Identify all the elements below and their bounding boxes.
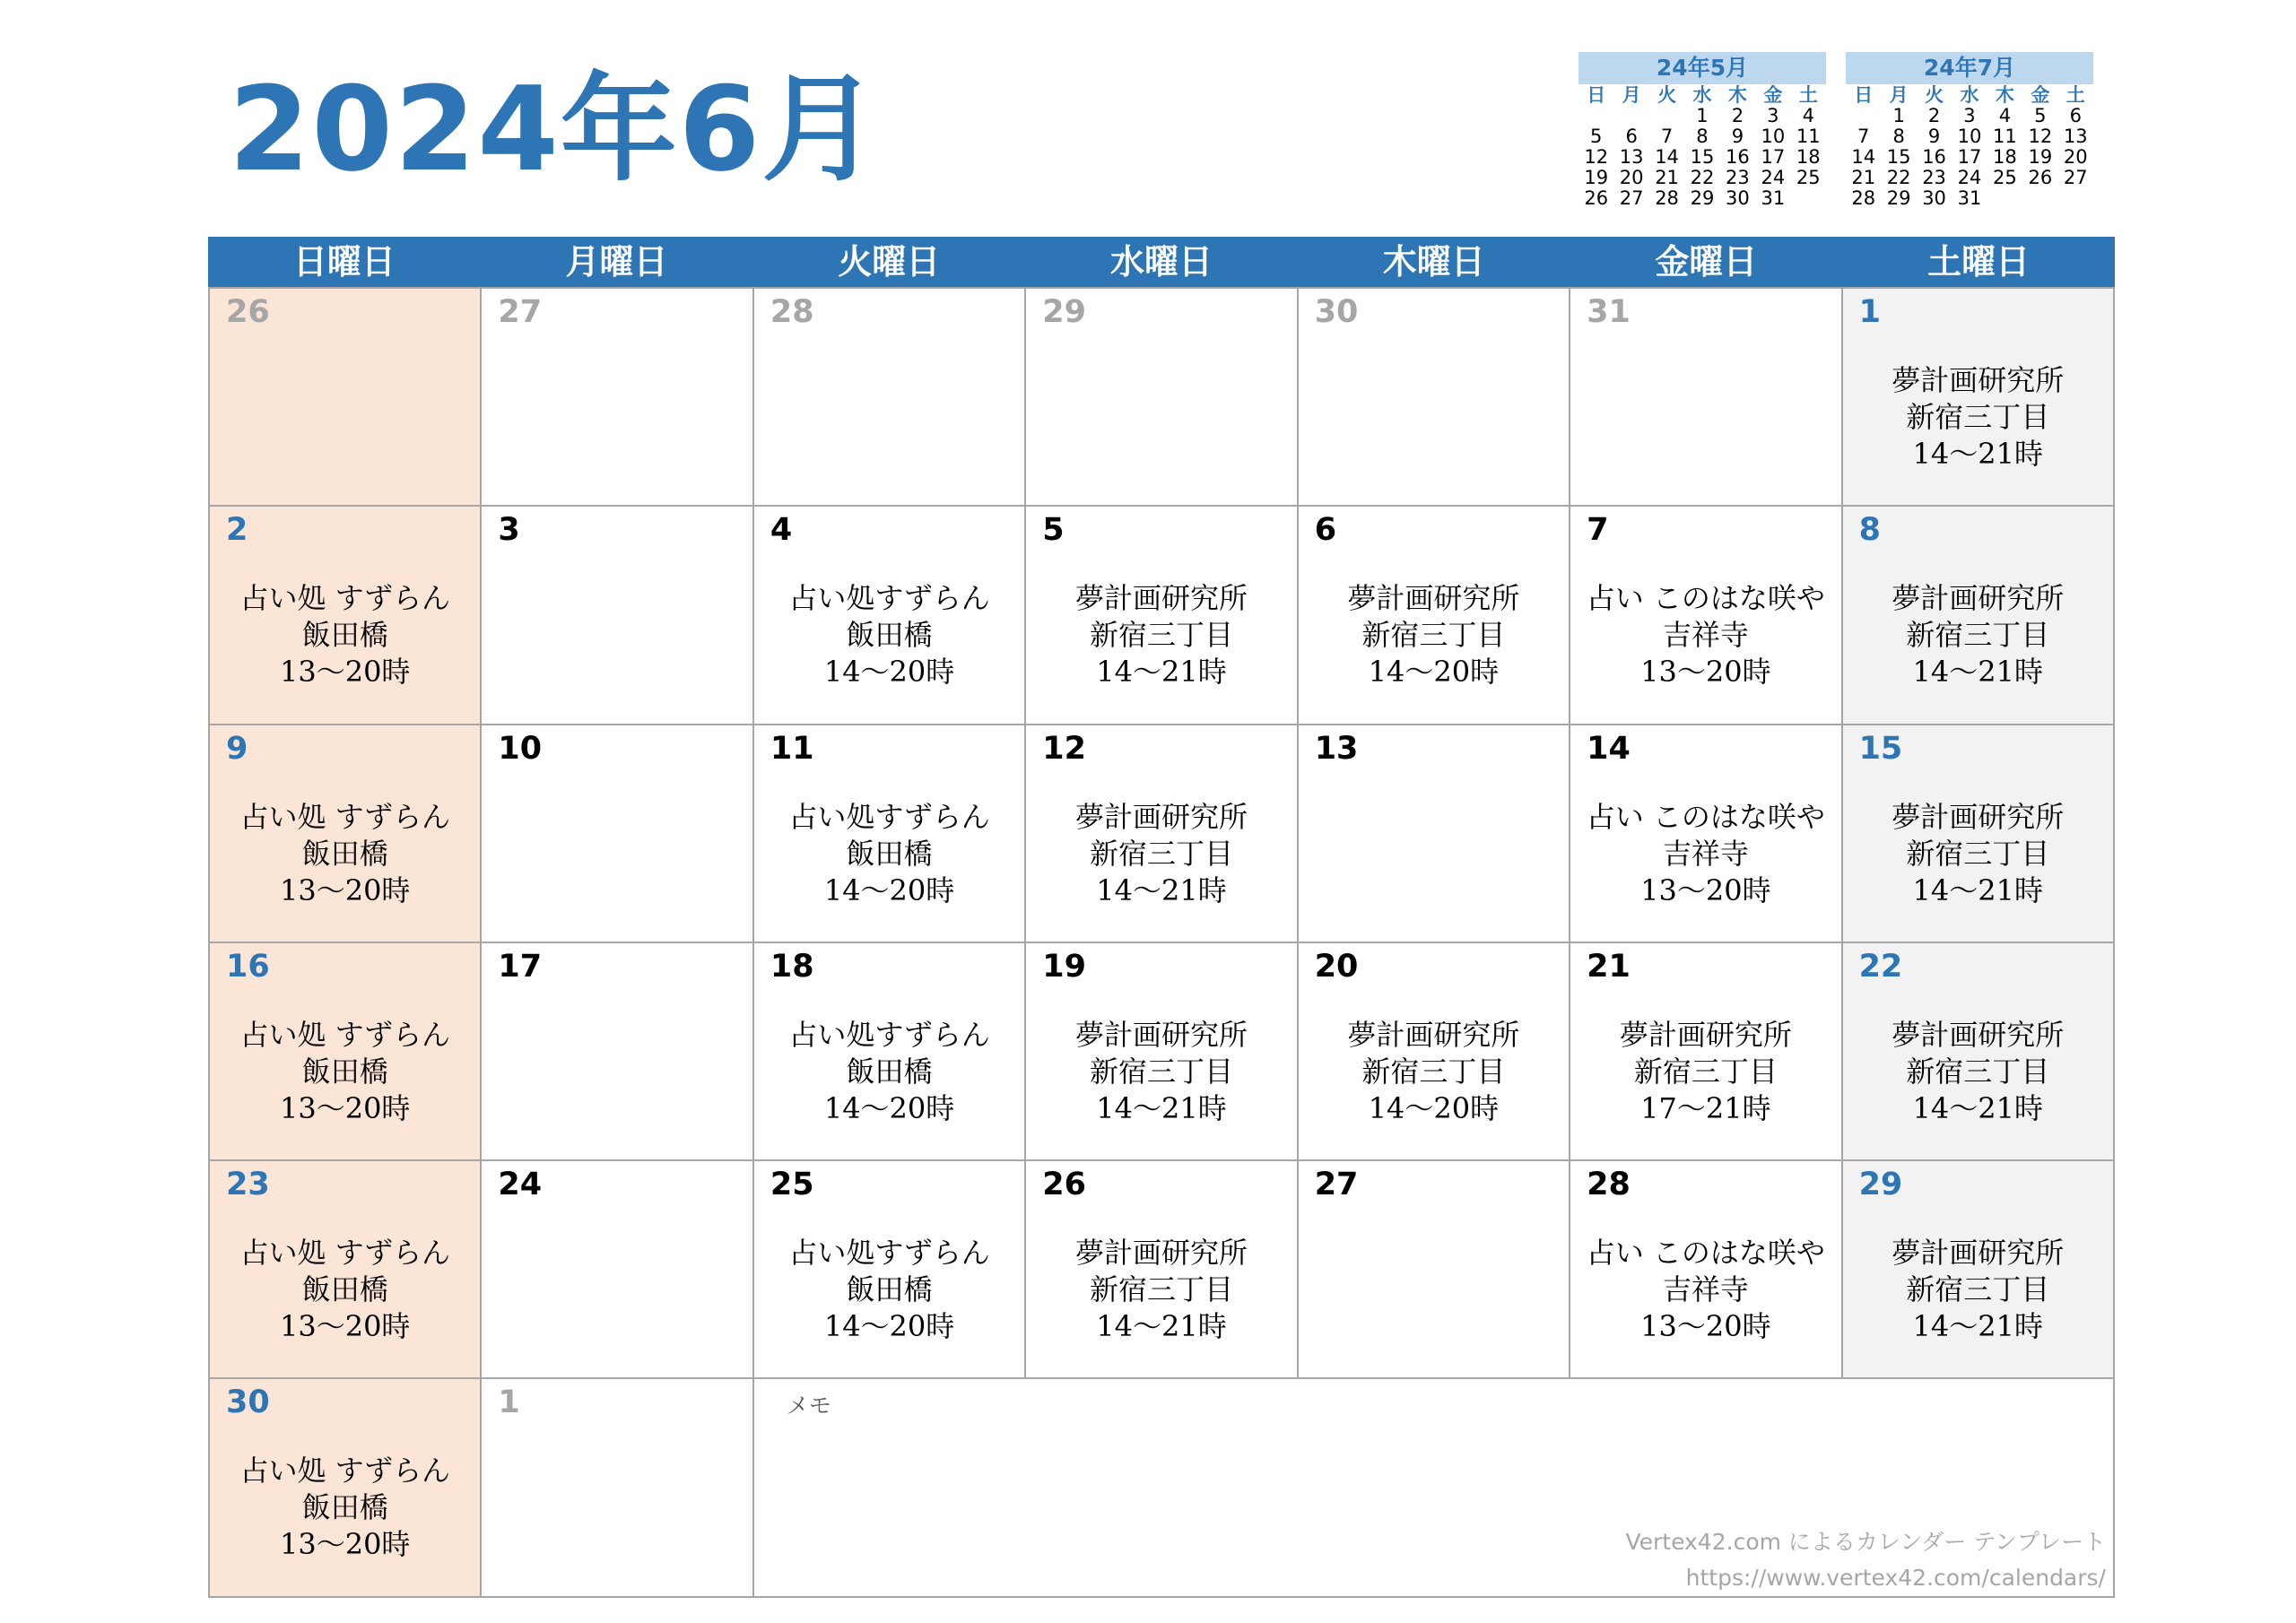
day-cell[interactable] (754, 289, 1026, 507)
mini-day: 8 (1696, 126, 1709, 147)
mini-weekday: 火 (1657, 84, 1677, 106)
day-number: 29 (1042, 294, 1086, 330)
mini-day: 3 (1963, 105, 1976, 126)
day-cell[interactable] (1843, 507, 2115, 725)
day-cell[interactable] (1570, 289, 1842, 507)
day-number: 28 (770, 294, 814, 330)
day-number: 12 (1042, 730, 1086, 767)
day-number: 26 (226, 294, 270, 330)
day-cell[interactable] (754, 725, 1026, 943)
day-cell[interactable] (754, 943, 1026, 1161)
mini-weekday: 月 (1889, 84, 1909, 106)
mini-calendar-title: 24年7月 (1846, 52, 2093, 84)
weekday-tuesday: 火曜日 (838, 242, 941, 282)
mini-day: 9 (1731, 126, 1744, 147)
day-cell[interactable] (1299, 507, 1570, 725)
day-cell[interactable] (1843, 1161, 2115, 1379)
mini-day: 28 (1851, 187, 1876, 209)
day-event: 夢計画研究所 新宿三丁目 14〜21時 (1892, 799, 2065, 907)
weekday-friday: 金曜日 (1655, 242, 1758, 282)
mini-calendar-title: 24年5月 (1578, 52, 1826, 84)
mini-day: 3 (1767, 105, 1779, 126)
day-number: 17 (498, 948, 543, 985)
day-number: 7 (1587, 512, 1609, 549)
mini-day: 6 (2069, 105, 2082, 126)
day-cell[interactable] (210, 725, 482, 943)
mini-day: 17 (1957, 146, 1982, 168)
day-number: 1 (498, 1384, 520, 1421)
mini-day: 16 (1726, 146, 1750, 168)
day-event: 夢計画研究所 新宿三丁目 14〜20時 (1347, 581, 1520, 690)
day-cell[interactable] (1299, 289, 1570, 507)
day-cell[interactable] (754, 507, 1026, 725)
day-number: 14 (1587, 730, 1631, 767)
day-number: 16 (226, 948, 270, 985)
mini-day: 8 (1892, 126, 1905, 147)
day-event: 夢計画研究所 新宿三丁目 14〜21時 (1074, 799, 1248, 907)
mini-day: 9 (1927, 126, 1941, 147)
mini-day: 29 (1886, 187, 1911, 209)
day-number: 23 (226, 1167, 270, 1203)
day-event: 占い処 すずらん 飯田橋 13〜20時 (239, 1454, 450, 1562)
mini-day: 1 (1892, 105, 1905, 126)
day-number: 28 (1587, 1167, 1631, 1203)
day-event: 夢計画研究所 新宿三丁目 14〜21時 (1074, 1017, 1248, 1125)
day-event: 占い このはな咲や 吉祥寺 13〜20時 (1586, 1236, 1825, 1344)
mini-day: 20 (1619, 167, 1644, 188)
day-number: 24 (498, 1167, 543, 1203)
mini-day: 2 (1927, 105, 1941, 126)
day-cell[interactable] (210, 289, 482, 507)
day-event: 夢計画研究所 新宿三丁目 14〜21時 (1074, 1236, 1248, 1344)
day-number: 30 (1314, 294, 1359, 330)
mini-day: 30 (1726, 187, 1750, 209)
mini-day: 27 (2063, 167, 2088, 188)
mini-day: 13 (1619, 146, 1644, 168)
mini-day (1613, 106, 1648, 126)
weekday-thursday: 木曜日 (1382, 242, 1485, 282)
day-number: 19 (1042, 948, 1086, 985)
day-cell[interactable] (1299, 943, 1570, 1161)
day-cell[interactable] (482, 1379, 753, 1597)
day-number: 10 (498, 730, 543, 767)
mini-day: 31 (1761, 187, 1786, 209)
day-cell[interactable] (1026, 289, 1298, 507)
mini-day (1578, 106, 1613, 126)
mini-day: 10 (1957, 126, 1982, 147)
weekday-monday: 月曜日 (565, 242, 668, 282)
mini-day: 14 (1851, 146, 1876, 168)
day-number: 9 (226, 730, 248, 767)
day-event: 占い このはな咲や 吉祥寺 13〜20時 (1586, 799, 1825, 907)
day-number: 22 (1858, 948, 1903, 985)
day-cell[interactable] (1026, 943, 1298, 1161)
mini-day: 7 (1857, 126, 1870, 147)
mini-day: 13 (2063, 126, 2088, 147)
mini-day: 5 (1590, 126, 1603, 147)
credit-text: Vertex42.com によるカレンダー テンプレート (1625, 1528, 2106, 1555)
mini-weekday: 土 (1798, 84, 1818, 106)
weekday-saturday: 土曜日 (1927, 242, 2031, 282)
day-cell[interactable] (1026, 725, 1298, 943)
day-number: 25 (770, 1167, 814, 1203)
day-number: 2 (226, 512, 248, 549)
mini-day: 29 (1690, 187, 1715, 209)
day-cell[interactable] (482, 289, 753, 507)
day-event: 夢計画研究所 新宿三丁目 14〜21時 (1892, 581, 2065, 690)
mini-day: 23 (1922, 167, 1946, 188)
mini-calendar-next (1846, 52, 2093, 209)
mini-day: 22 (1886, 167, 1911, 188)
mini-day: 15 (1690, 146, 1715, 168)
mini-weekday: 日 (1854, 84, 1874, 106)
mini-day: 12 (1584, 146, 1609, 168)
mini-weekday: 月 (1622, 84, 1641, 106)
day-cell[interactable] (1843, 725, 2115, 943)
day-cell[interactable] (482, 1161, 753, 1379)
mini-day: 21 (1851, 167, 1876, 188)
mini-day: 20 (2063, 146, 2088, 168)
mini-weekday: 日 (1587, 84, 1606, 106)
mini-day: 22 (1690, 167, 1715, 188)
day-cell[interactable] (1299, 725, 1570, 943)
day-event: 占い処すずらん 飯田橋 14〜20時 (788, 581, 990, 690)
day-cell[interactable] (1570, 725, 1842, 943)
day-event: 占い処すずらん 飯田橋 14〜20時 (788, 1236, 990, 1344)
day-grid (208, 287, 2115, 1598)
day-cell[interactable] (1570, 943, 1842, 1161)
mini-day: 28 (1655, 187, 1679, 209)
weekday-sunday: 日曜日 (292, 242, 396, 282)
day-cell[interactable] (210, 507, 482, 725)
mini-calendar-grid (1578, 84, 1826, 209)
mini-weekday: 水 (1960, 84, 1979, 106)
mini-day: 27 (1619, 187, 1644, 209)
day-number: 31 (1587, 294, 1631, 330)
day-event: 夢計画研究所 新宿三丁目 17〜21時 (1619, 1017, 1792, 1125)
day-number: 13 (1314, 730, 1359, 767)
mini-day: 25 (1796, 167, 1821, 188)
mini-day (1846, 106, 1881, 126)
day-event: 占い処 すずらん 飯田橋 13〜20時 (239, 581, 450, 690)
day-number: 27 (498, 294, 543, 330)
day-cell[interactable] (1843, 289, 2115, 507)
day-cell[interactable] (1026, 507, 1298, 725)
mini-day: 30 (1922, 187, 1946, 209)
mini-day: 15 (1886, 146, 1911, 168)
mini-day: 5 (2034, 105, 2047, 126)
day-number: 30 (226, 1384, 270, 1421)
memo-label: メモ (786, 1393, 831, 1419)
day-number: 18 (770, 948, 814, 985)
day-event: 占い このはな咲や 吉祥寺 13〜20時 (1586, 581, 1825, 690)
mini-day: 12 (2028, 126, 2053, 147)
mini-day: 6 (1625, 126, 1638, 147)
day-number: 20 (1314, 948, 1359, 985)
mini-calendar-grid (1846, 84, 2093, 209)
day-number: 15 (1858, 730, 1903, 767)
mini-day: 21 (1655, 167, 1679, 188)
mini-day: 19 (1584, 167, 1609, 188)
day-number: 1 (1858, 294, 1881, 330)
day-cell[interactable] (754, 1161, 1026, 1379)
day-number: 5 (1042, 512, 1065, 549)
mini-day: 18 (1796, 146, 1821, 168)
mini-weekday: 火 (1925, 84, 1944, 106)
weekday-header (208, 237, 2115, 287)
day-cell[interactable] (482, 507, 753, 725)
day-cell[interactable] (210, 1161, 482, 1379)
day-number: 11 (770, 730, 814, 767)
mini-day: 1 (1696, 105, 1709, 126)
day-cell[interactable] (482, 725, 753, 943)
day-event: 占い処すずらん 飯田橋 14〜20時 (788, 799, 990, 907)
day-event: 占い処 すずらん 飯田橋 13〜20時 (239, 1017, 450, 1125)
day-cell[interactable] (1570, 507, 1842, 725)
day-event: 夢計画研究所 新宿三丁目 14〜21時 (1892, 363, 2065, 471)
mini-day: 14 (1655, 146, 1679, 168)
day-number: 6 (1314, 512, 1337, 549)
day-number: 27 (1314, 1167, 1359, 1203)
mini-day: 4 (1802, 105, 1814, 126)
mini-day: 24 (1957, 167, 1982, 188)
mini-day (1649, 106, 1684, 126)
day-number: 4 (770, 512, 793, 549)
day-event: 夢計画研究所 新宿三丁目 14〜21時 (1074, 581, 1248, 690)
day-cell[interactable] (482, 943, 753, 1161)
mini-day: 31 (1957, 187, 1982, 209)
mini-weekday: 金 (1763, 84, 1783, 106)
mini-day: 11 (1796, 126, 1821, 147)
mini-day: 18 (1993, 146, 2017, 168)
day-cell[interactable] (1843, 943, 2115, 1161)
mini-day: 23 (1726, 167, 1750, 188)
day-event: 占い処 すずらん 飯田橋 13〜20時 (239, 1236, 450, 1344)
weekday-wednesday: 水曜日 (1109, 242, 1213, 282)
day-event: 夢計画研究所 新宿三丁目 14〜21時 (1892, 1236, 2065, 1344)
day-cell[interactable] (210, 1379, 482, 1597)
mini-day: 4 (1998, 105, 2012, 126)
day-event: 占い処 すずらん 飯田橋 13〜20時 (239, 799, 450, 907)
day-number: 21 (1587, 948, 1631, 985)
mini-day: 16 (1922, 146, 1946, 168)
mini-day: 2 (1731, 105, 1744, 126)
mini-weekday: 木 (1727, 84, 1747, 106)
page-title: 2024年6月 (229, 61, 881, 197)
day-number: 29 (1858, 1167, 1903, 1203)
memo-area[interactable] (754, 1379, 2115, 1597)
mini-weekday: 土 (2066, 84, 2085, 106)
mini-day: 25 (1993, 167, 2017, 188)
day-cell[interactable] (1299, 1161, 1570, 1379)
month-calendar (208, 237, 2115, 1598)
day-cell[interactable] (210, 943, 482, 1161)
mini-day: 24 (1761, 167, 1786, 188)
day-event: 夢計画研究所 新宿三丁目 14〜20時 (1347, 1017, 1520, 1125)
mini-day: 11 (1993, 126, 2017, 147)
day-cell[interactable] (1570, 1161, 1842, 1379)
mini-day: 26 (1584, 187, 1609, 209)
mini-day: 26 (2028, 167, 2053, 188)
day-number: 26 (1042, 1167, 1086, 1203)
mini-day: 7 (1660, 126, 1674, 147)
day-number: 8 (1858, 512, 1881, 549)
mini-weekday: 木 (1995, 84, 2014, 106)
mini-weekday: 水 (1692, 84, 1712, 106)
credit-link[interactable]: https://www.vertex42.com/calendars/ (1685, 1564, 2106, 1591)
day-number: 3 (498, 512, 520, 549)
mini-weekday: 金 (2031, 84, 2050, 106)
day-event: 夢計画研究所 新宿三丁目 14〜21時 (1892, 1017, 2065, 1125)
day-event: 占い処すずらん 飯田橋 14〜20時 (788, 1017, 990, 1125)
mini-day: 17 (1761, 146, 1786, 168)
mini-calendar-prev (1578, 52, 1826, 209)
day-cell[interactable] (1026, 1161, 1298, 1379)
mini-day: 19 (2028, 146, 2053, 168)
mini-day: 10 (1761, 126, 1786, 147)
